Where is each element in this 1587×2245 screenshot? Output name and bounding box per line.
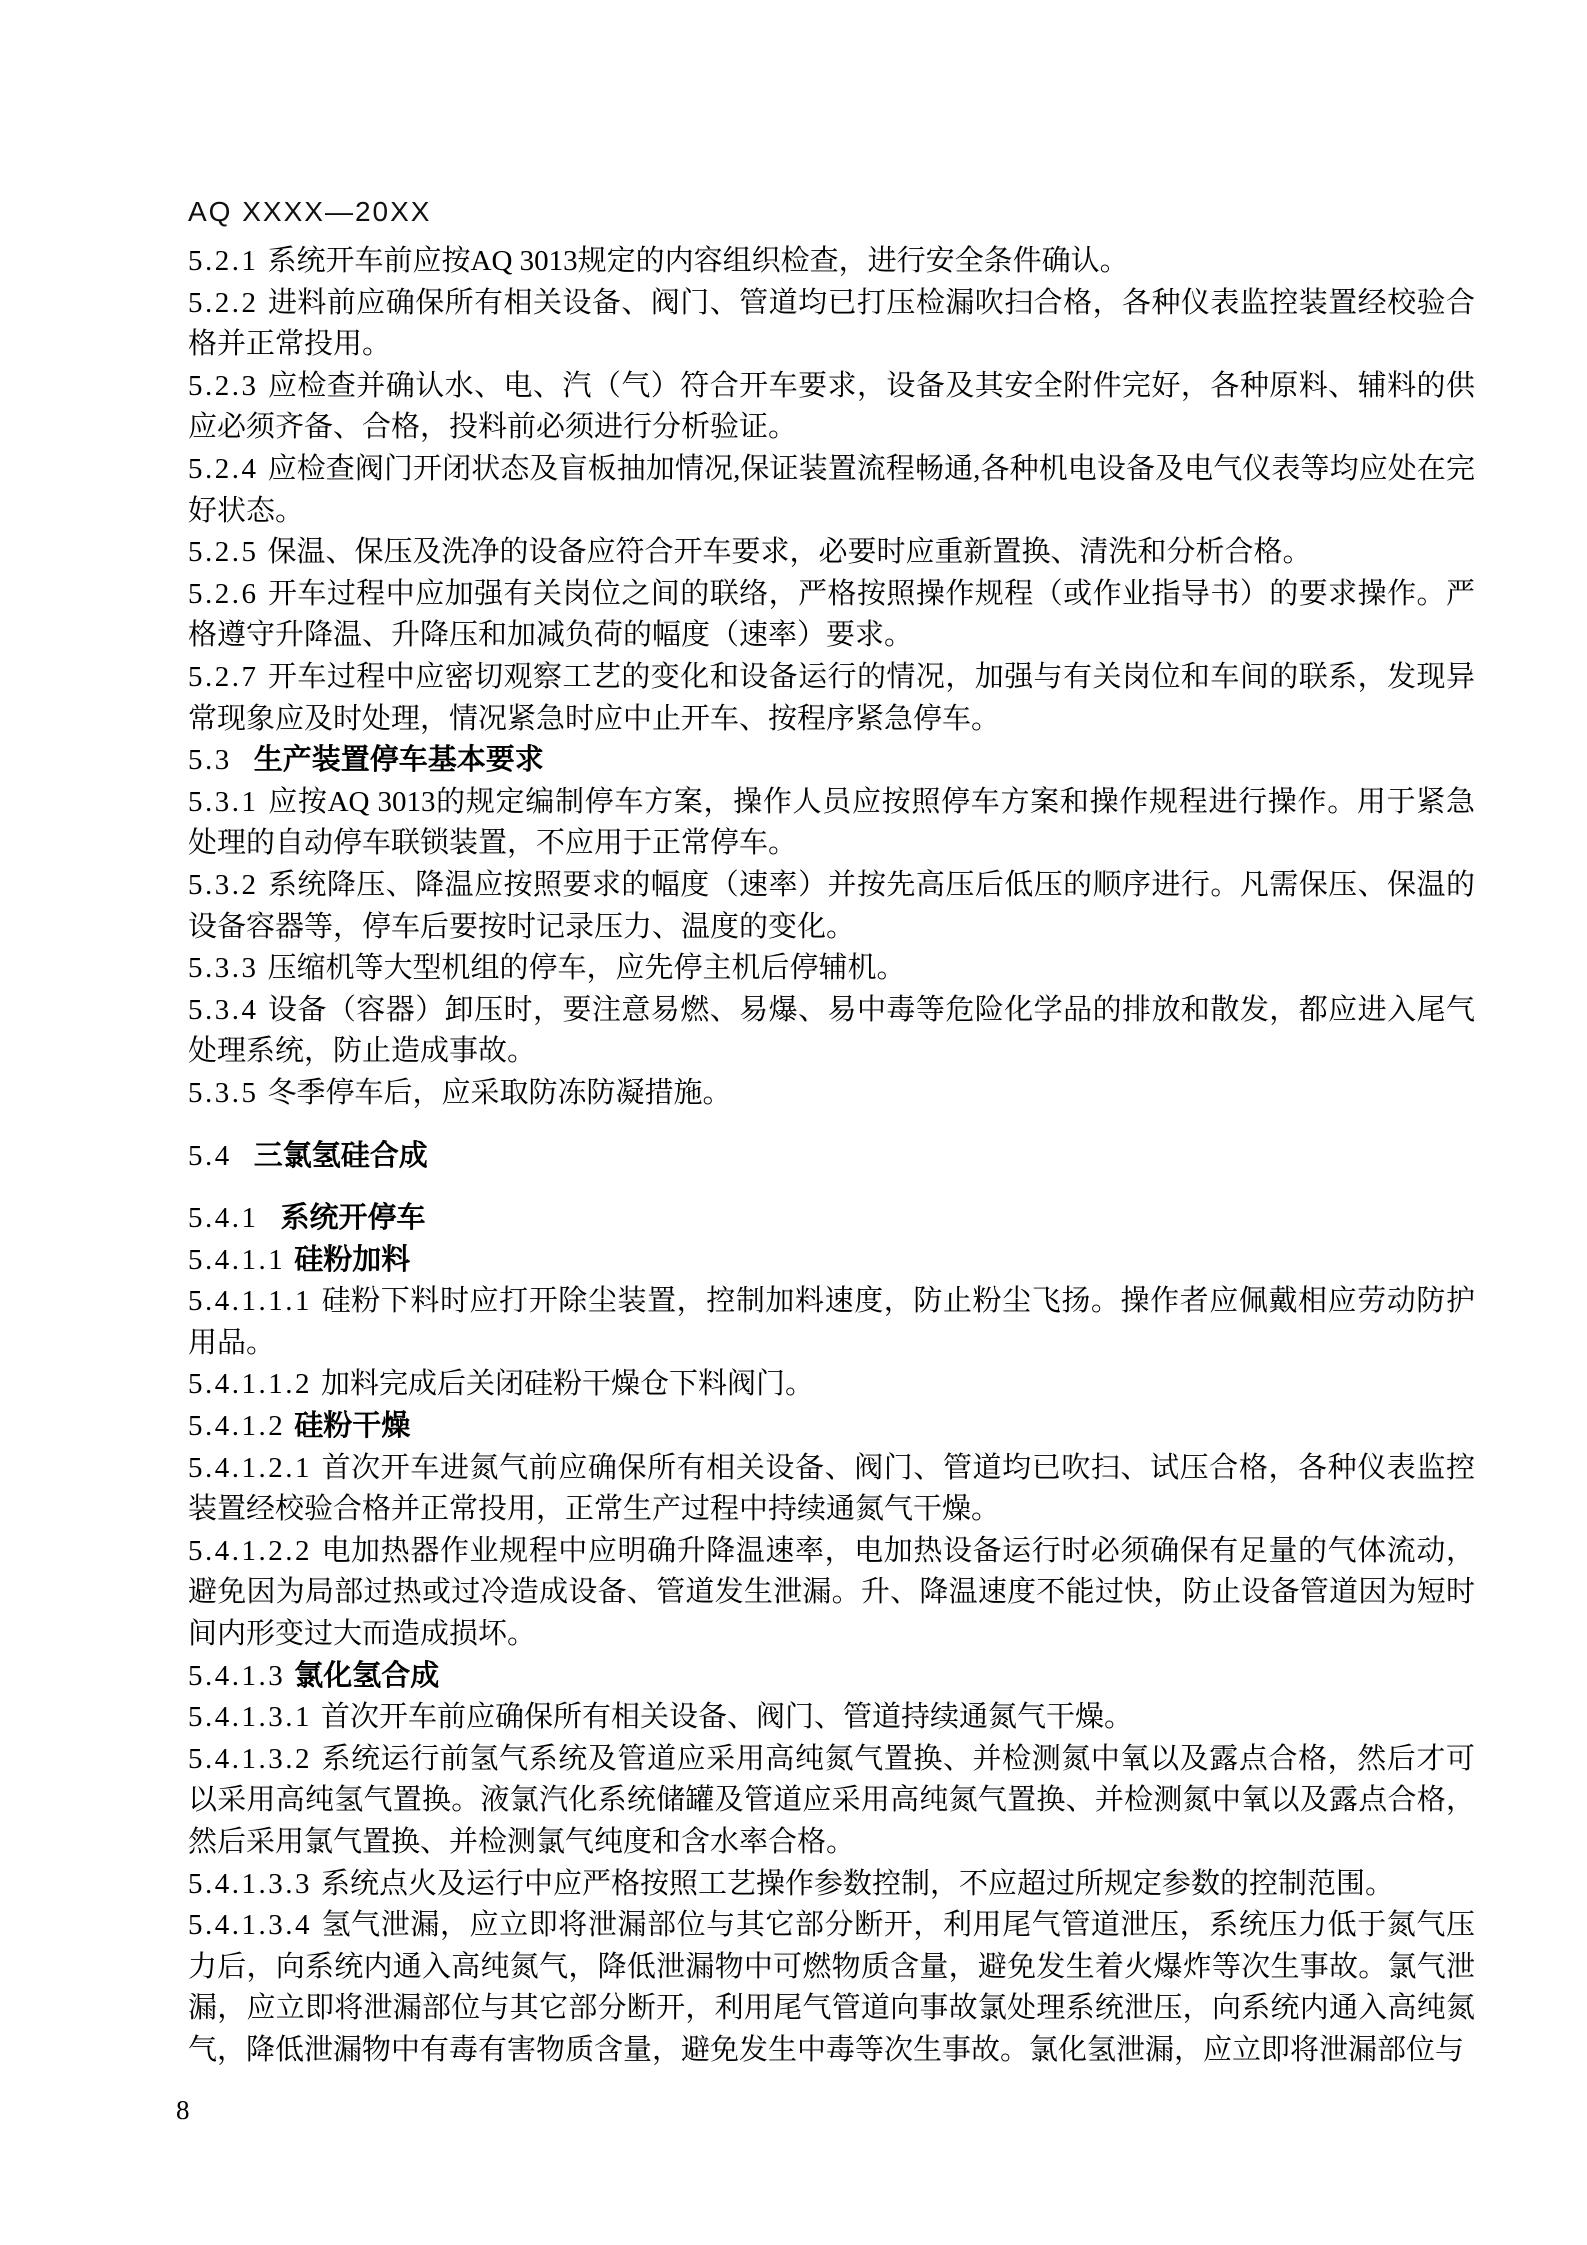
clause-text: 开车过程中应加强有关岗位之间的联络，严格按照操作规程（或作业指导书）的要求操作。严格遵守升降温、升降压和加减负荷的幅度（速率）要求。 <box>188 577 1475 652</box>
clause-number: 5.2.1 <box>188 245 259 277</box>
clause-text: 进料前应确保所有相关设备、阀门、管道均已打压检漏吹扫合格，各种仪表监控装置经校验合格并正常投用。 <box>188 286 1475 361</box>
section-heading <box>188 1198 1475 1240</box>
clause-number: 5.3.4 <box>188 993 259 1026</box>
standard-number-header: AQ XXXX—20XX <box>188 196 432 227</box>
clause-number: 5.4.1.3.4 <box>188 1909 312 1942</box>
clause-number: 5.4.1.3 <box>188 1659 286 1692</box>
clause-paragraph <box>188 1531 1475 1656</box>
clause-number: 5.2.4 <box>188 452 259 485</box>
clause-text: 系统运行前氢气系统及管道应采用高纯氮气置换、并检测氮中氧以及露点合格，然后才可以采用高纯氢气置换。液氯汽化系统储罐及管道应采用高纯氮气置换、并检测氮中氧以及露点合格，然后采用氯气置换、并检测氯气纯度和含水率合格。 <box>188 1742 1475 1858</box>
clause-number: 5.4.1.1 <box>188 1243 286 1276</box>
clause-number: 5.4.1.2.2 <box>188 1534 312 1567</box>
clause-number: 5.4.1.3.2 <box>188 1742 312 1775</box>
clause-text: 系统开车前应按AQ 3013规定的内容组织检查，进行安全条件确认。 <box>267 245 1129 277</box>
clause-text: 开车过程中应密切观察工艺的变化和设备运行的情况，加强与有关岗位和车间的联系，发现异常现象应及时处理，情况紧急时应中止开车、按程序紧急停车。 <box>188 660 1475 735</box>
clause-number: 5.2.5 <box>188 536 259 569</box>
clause-text: 压缩机等大型机组的停车，应先停主机后停辅机。 <box>267 952 906 985</box>
clause-paragraph <box>188 990 1475 1073</box>
clause-paragraph <box>188 865 1475 948</box>
clause-text: 应检查阀门开闭状态及盲板抽加情况,保证装置流程畅通,各种机电设备及电气仪表等均应处在完好状态。 <box>188 452 1475 527</box>
section-heading <box>188 740 1475 782</box>
clause-paragraph <box>188 1864 1475 1906</box>
clause-text: 首次开车进氮气前应确保所有相关设备、阀门、管道均已吹扫、试压合格，各种仪表监控装置经校验合格并正常投用，正常生产过程中持续通氮气干燥。 <box>188 1451 1475 1526</box>
section-title: 硅粉干燥 <box>294 1410 411 1443</box>
clause-text: 硅粉下料时应打开除尘装置，控制加料速度，防止粉尘飞扬。操作者应佩戴相应劳动防护用品。 <box>188 1285 1475 1359</box>
clause-number: 5.3.5 <box>188 1076 259 1109</box>
clause-paragraph <box>188 241 1475 283</box>
clause-text: 氢气泄漏，应立即将泄漏部位与其它部分断开，利用尾气管道泄压，系统压力低于氮气压力后，向系统内通入高纯氮气，降低泄漏物中可燃物质含量，避免发生着火爆炸等次生事故。氯气泄漏，应立即将泄漏部位与其它部分断开，利用尾气管道向事故氯处理系统泄压，向系统内通入高纯氮气，降低泄漏物中有毒有害物质含量，避免发生中毒等次生事故。氯化氢泄漏，应立即将泄漏部位与 <box>188 1909 1475 2066</box>
clause-number: 5.3 <box>188 744 232 777</box>
clause-paragraph <box>188 657 1475 740</box>
clause-text: 冬季停车后，应采取防冻防凝措施。 <box>267 1076 732 1109</box>
clause-paragraph <box>188 574 1475 657</box>
clause-paragraph <box>188 1364 1475 1406</box>
clause-number: 5.3.2 <box>188 868 259 901</box>
clause-number: 5.2.2 <box>188 286 259 319</box>
clause-number: 5.4.1.2 <box>188 1410 286 1443</box>
clause-number: 5.3.1 <box>188 785 259 818</box>
clause-number: 5.3.3 <box>188 952 259 985</box>
section-heading <box>188 1240 1475 1282</box>
clause-text: 应按AQ 3013的规定编制停车方案，操作人员应按照停车方案和操作规程进行操作。用于紧急处理的自动停车联锁装置，不应用于正常停车。 <box>188 785 1475 860</box>
clause-text: 加料完成后关闭硅粉干燥仓下料阀门。 <box>321 1368 815 1401</box>
section-heading <box>188 1406 1475 1448</box>
clause-number: 5.2.3 <box>188 369 259 402</box>
section-heading <box>188 1136 1475 1178</box>
clause-number: 5.2.7 <box>188 660 259 693</box>
clause-paragraph <box>188 366 1475 449</box>
clause-paragraph <box>188 782 1475 865</box>
clause-number: 5.4 <box>188 1140 232 1173</box>
clause-paragraph <box>188 532 1475 574</box>
clause-text: 系统降压、降温应按照要求的幅度（速率）并按先高压后低压的顺序进行。凡需保压、保温的设备容器等，停车后要按时记录压力、温度的变化。 <box>188 868 1475 943</box>
clause-number: 5.4.1.1.2 <box>188 1368 312 1401</box>
clause-paragraph <box>188 283 1475 366</box>
clause-paragraph <box>188 1905 1475 2071</box>
clause-paragraph <box>188 449 1475 532</box>
section-title: 生产装置停车基本要求 <box>253 744 544 777</box>
clause-number: 5.4.1.3.1 <box>188 1701 312 1734</box>
clause-paragraph <box>188 1281 1475 1364</box>
clause-number: 5.4.1 <box>188 1202 259 1235</box>
section-title: 氯化氢合成 <box>294 1659 440 1692</box>
clause-text: 应检查并确认水、电、汽（气）符合开车要求，设备及其安全附件完好，各种原料、辅料的供应必须齐备、合格，投料前必须进行分析验证。 <box>188 369 1475 444</box>
section-title: 系统开停车 <box>280 1202 426 1235</box>
section-heading <box>188 1656 1475 1698</box>
clause-paragraph <box>188 1448 1475 1531</box>
clause-text: 设备（容器）卸压时，要注意易燃、易爆、易中毒等危险化学品的排放和散发，都应进入尾气处理系统，防止造成事故。 <box>188 993 1475 1068</box>
document-body <box>188 241 1475 2072</box>
clause-paragraph <box>188 1073 1475 1115</box>
clause-paragraph <box>188 1739 1475 1864</box>
clause-paragraph <box>188 948 1475 990</box>
clause-number: 5.2.6 <box>188 577 259 610</box>
clause-text: 系统点火及运行中应严格按照工艺操作参数控制，不应超过所规定参数的控制范围。 <box>321 1867 1395 1900</box>
page-number: 8 <box>176 2095 190 2125</box>
section-title: 硅粉加料 <box>294 1243 411 1276</box>
clause-number: 5.4.1.3.3 <box>188 1867 312 1900</box>
clause-text: 电加热器作业规程中应明确升降温速率，电加热设备运行时必须确保有足量的气体流动，避免因为局部过热或过冷造成设备、管道发生泄漏。升、降温速度不能过快，防止设备管道因为短时间内形变过大而造成损坏。 <box>188 1534 1475 1650</box>
clause-text: 保温、保压及洗净的设备应符合开车要求，必要时应重新置换、清洗和分析合格。 <box>267 536 1312 569</box>
section-title: 三氯氢硅合成 <box>253 1140 428 1173</box>
clause-number: 5.4.1.1.1 <box>188 1285 312 1318</box>
clause-number: 5.4.1.2.1 <box>188 1451 312 1484</box>
clause-paragraph <box>188 1697 1475 1739</box>
clause-text: 首次开车前应确保所有相关设备、阀门、管道持续通氮气干燥。 <box>321 1701 1134 1734</box>
